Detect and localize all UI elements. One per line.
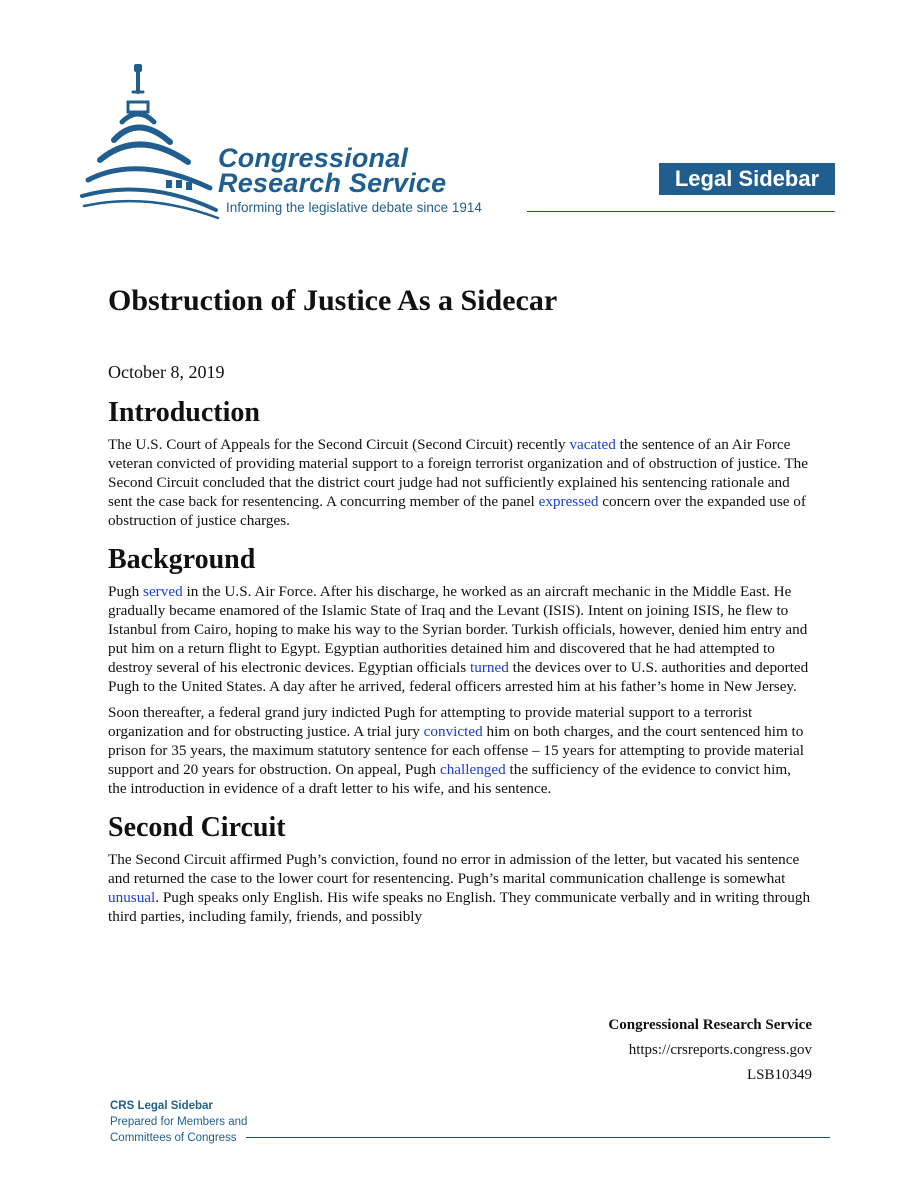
crs-logo [78, 62, 538, 222]
article-sections [108, 397, 812, 926]
legal-sidebar-badge: Legal Sidebar [659, 163, 835, 195]
inline-link[interactable]: challenged [439, 761, 506, 778]
section-heading: Background [108, 544, 256, 575]
page-footer [608, 1013, 812, 1088]
capitol-dome-icon [78, 62, 228, 222]
body-paragraph: Pugh served in the U.S. Air Force. After his discharge, he worked as an aircraft mechanic in the Middle East. He gradually became enamored of the Islamic State of Iraq and the Levant (ISIS). Intent on joining ISIS, he flew to Istanbul from Cairo, hoping to make his way to the Syrian border. Turkish officials, however, denied him entry and put him on a return flight to Egypt. Egyptian authorities detained him and discovered that he had attempted to destroy several of his electronic devices. Egyptian officials turned the devices over to U.S. authorities and deported Pugh to the United States. A day after he arrived, federal officers arrested him at his father’s home in New Jersey. [108, 583, 809, 695]
body-paragraph: Soon thereafter, a federal grand jury indicted Pugh for attempting to provide material support to a terrorist organization and for obstructing justice. A trial jury convicted him on both charges, and the court sentenced him to prison for 35 years, the maximum statutory sentence for each offense – 15 years for attempting to provide material support and 20 years for obstruction. On appeal, Pugh challenged the sufficiency of the evidence to convict him, the introduction in evidence of a draft letter to his wife, and his sentence. [108, 704, 805, 797]
body-paragraph: The U.S. Court of Appeals for the Second Circuit (Second Circuit) recently vacated the sentence of an Air Force veteran convicted of providing material support to a foreign terrorist organization and of obstruction of justice. The Second Circuit concluded that the district court judge had not sufficiently explained his sentencing rationale and sent the case back for resentencing. A concurring member of the panel expressed concern over the expanded use of obstruction of justice charges. [108, 436, 808, 529]
inline-link[interactable]: convicted [423, 723, 483, 740]
inline-link[interactable]: unusual [108, 889, 156, 906]
inline-link[interactable]: turned [470, 659, 509, 676]
logo-line1: Congressional [218, 143, 409, 173]
header-divider [527, 211, 835, 212]
article-date: October 8, 2019 [108, 362, 225, 382]
logo-line2: Research Service [218, 168, 447, 198]
inline-link[interactable]: served [143, 583, 183, 600]
article-title: Obstruction of Justice As a Sidecar [108, 284, 558, 317]
crs-tag-block [110, 1098, 247, 1146]
tag-line2: Prepared for Members and [110, 1116, 248, 1128]
section-heading: Second Circuit [108, 812, 286, 843]
inline-link[interactable]: expressed [538, 493, 599, 510]
footer-report-id: LSB10349 [746, 1067, 812, 1083]
footer-org: Congressional Research Service [608, 1017, 812, 1033]
footer-divider [246, 1137, 830, 1138]
article-body [108, 283, 812, 933]
logo-tagline: Informing the legislative debate since 1914 [226, 200, 482, 215]
tag-line3: Committees of Congress [110, 1132, 237, 1144]
body-paragraph: The Second Circuit affirmed Pugh’s conviction, found no error in admission of the letter, but vacated his sentence and returned the case to the lower court for resentencing. Pugh’s marital communication challenge is somewhat unusual. Pugh speaks only English. His wife speaks no English. They communicate verbally and in writing through third parties, including family, friends, and possibly [108, 851, 811, 925]
tag-line1: CRS Legal Sidebar [110, 1100, 213, 1112]
logo-wordmark [218, 143, 447, 198]
inline-link[interactable]: vacated [569, 436, 616, 453]
footer-url[interactable]: https://crsreports.congress.gov [628, 1042, 812, 1058]
section-heading: Introduction [108, 397, 260, 428]
